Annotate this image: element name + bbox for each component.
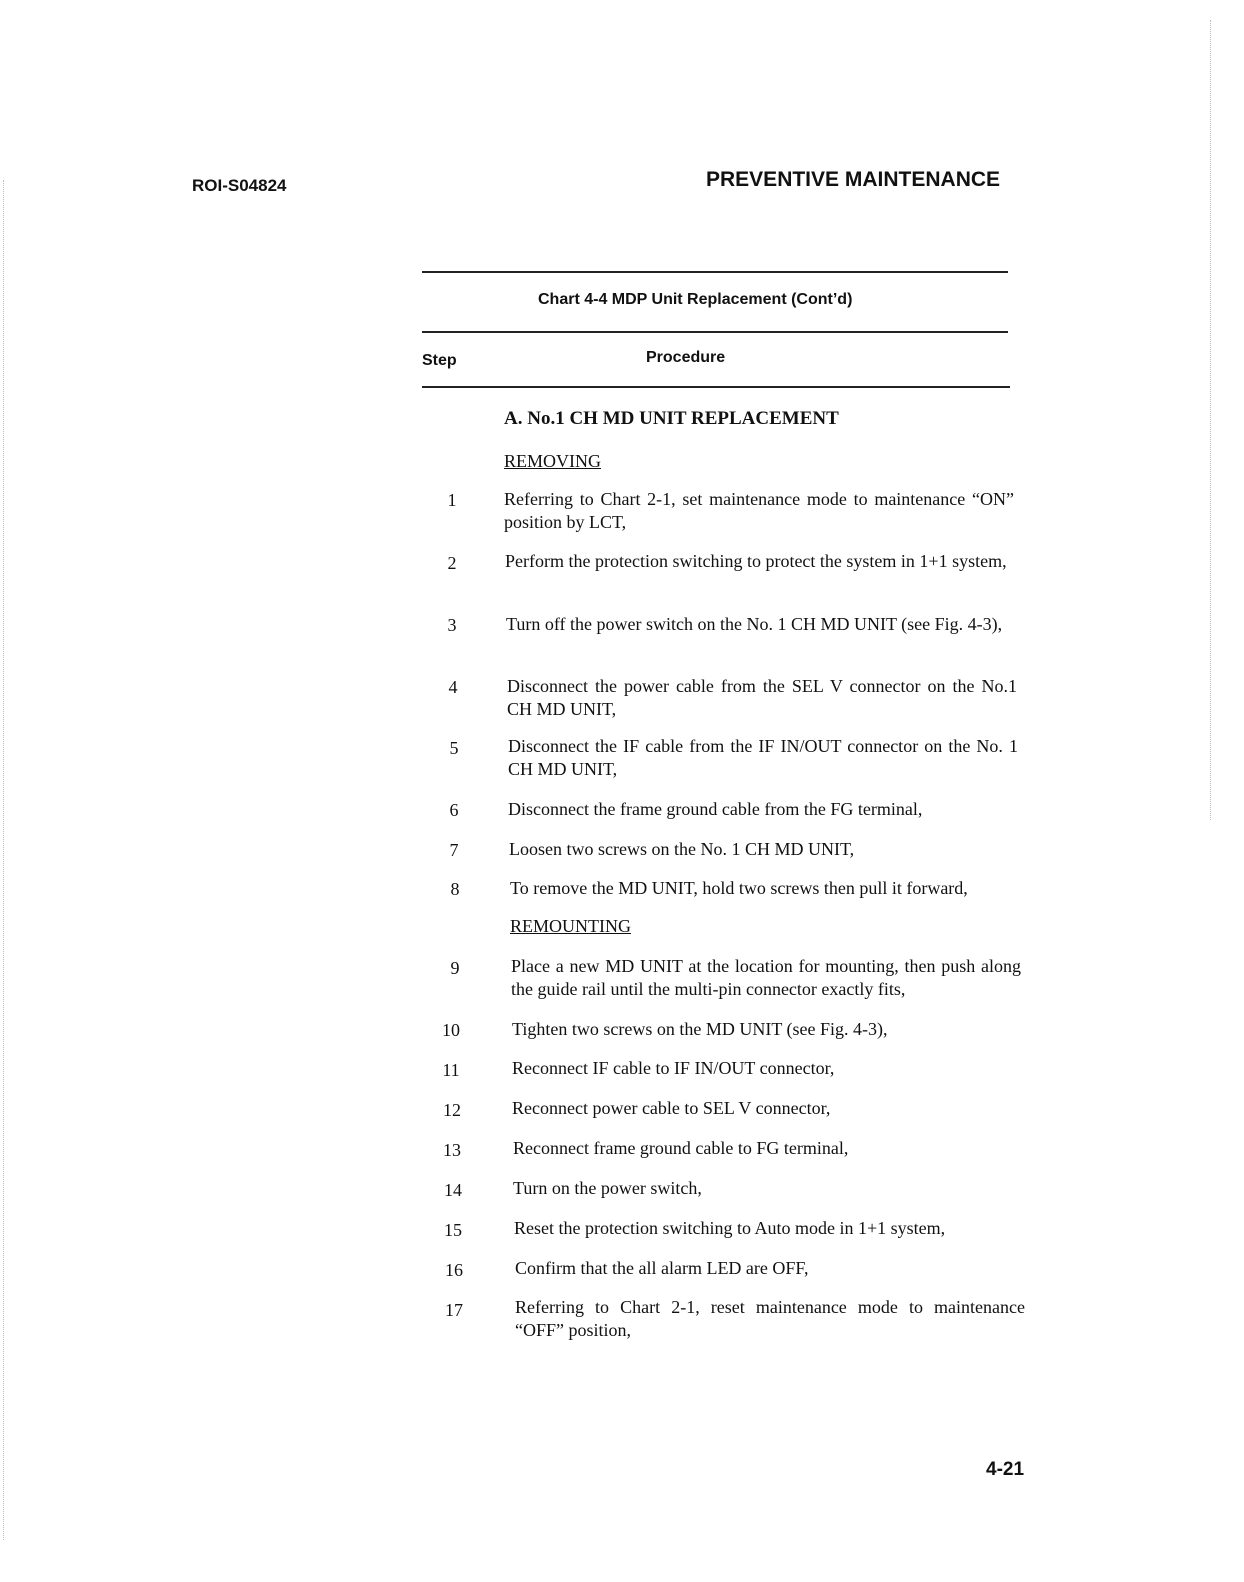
step-number: 15 [444, 1220, 462, 1240]
step-number: 9 [450, 958, 460, 978]
scan-edge-left [3, 180, 4, 1540]
removing-subheading: REMOVING [504, 451, 601, 471]
section-a-heading: A. No.1 CH MD UNIT REPLACEMENT [504, 408, 839, 429]
step-text: Disconnect the frame ground cable from the FG terminal, [508, 799, 923, 819]
step-number: 8 [450, 879, 460, 899]
step-number: 13 [443, 1140, 461, 1160]
step-number: 12 [443, 1100, 461, 1120]
chart-title: Chart 4-4 MDP Unit Replacement (Cont’d) [538, 291, 853, 308]
step-number: 14 [444, 1180, 462, 1200]
step-number: 6 [449, 800, 459, 820]
table-header-rule [422, 331, 1008, 333]
section-title: PREVENTIVE MAINTENANCE [706, 168, 1001, 191]
step-text: Turn off the power switch on the No. 1 CH MD UNIT (see Fig. 4-3), [506, 614, 1003, 634]
step-text: Referring to Chart 2-1, reset maintenance mode to maintenance “OFF” position, [515, 1297, 1025, 1340]
step-number: 2 [447, 553, 457, 573]
step-text: Referring to Chart 2-1, set maintenance mode to maintenance “ON” position by LCT, [504, 489, 1014, 532]
step-number: 5 [449, 738, 459, 758]
table-top-rule [422, 271, 1008, 273]
scan-edge-right [1210, 20, 1211, 820]
step-text: Reconnect power cable to SEL V connector, [512, 1098, 831, 1118]
step-text: Confirm that the all alarm LED are OFF, [515, 1258, 809, 1278]
step-number: 7 [449, 840, 459, 860]
column-header-step: Step [422, 352, 457, 369]
remounting-subheading: REMOUNTING [510, 916, 631, 936]
step-number: 3 [447, 615, 457, 635]
step-number: 16 [445, 1260, 463, 1280]
document-id: ROI-S04824 [192, 176, 287, 195]
step-number: 10 [442, 1020, 460, 1040]
table-body-rule [422, 386, 1010, 388]
step-number: 4 [448, 677, 458, 697]
step-text: Disconnect the power cable from the SEL V connector on the No.1 CH MD UNIT, [507, 676, 1017, 719]
step-text: Turn on the power switch, [513, 1178, 702, 1198]
step-number: 1 [447, 490, 457, 510]
step-text: Loosen two screws on the No. 1 CH MD UNIT, [509, 839, 855, 859]
column-header-procedure: Procedure [646, 349, 726, 366]
step-text: To remove the MD UNIT, hold two screws then pull it forward, [510, 878, 968, 898]
step-text: Reconnect IF cable to IF IN/OUT connector, [512, 1058, 835, 1078]
step-number: 11 [442, 1060, 460, 1080]
step-text: Disconnect the IF cable from the IF IN/OUT connector on the No. 1 CH MD UNIT, [508, 736, 1018, 779]
step-text: Reset the protection switching to Auto mode in 1+1 system, [514, 1218, 946, 1238]
page-number: 4-21 [986, 1459, 1025, 1480]
step-text: Tighten two screws on the MD UNIT (see Fig. 4-3), [512, 1019, 888, 1039]
step-text: Reconnect frame ground cable to FG terminal, [513, 1138, 849, 1158]
step-text: Place a new MD UNIT at the location for mounting, then push along the guide rail until the multi-pin connector exactly fits, [511, 956, 1021, 999]
step-number: 17 [445, 1300, 463, 1320]
step-text: Perform the protection switching to protect the system in 1+1 system, [505, 551, 1007, 571]
